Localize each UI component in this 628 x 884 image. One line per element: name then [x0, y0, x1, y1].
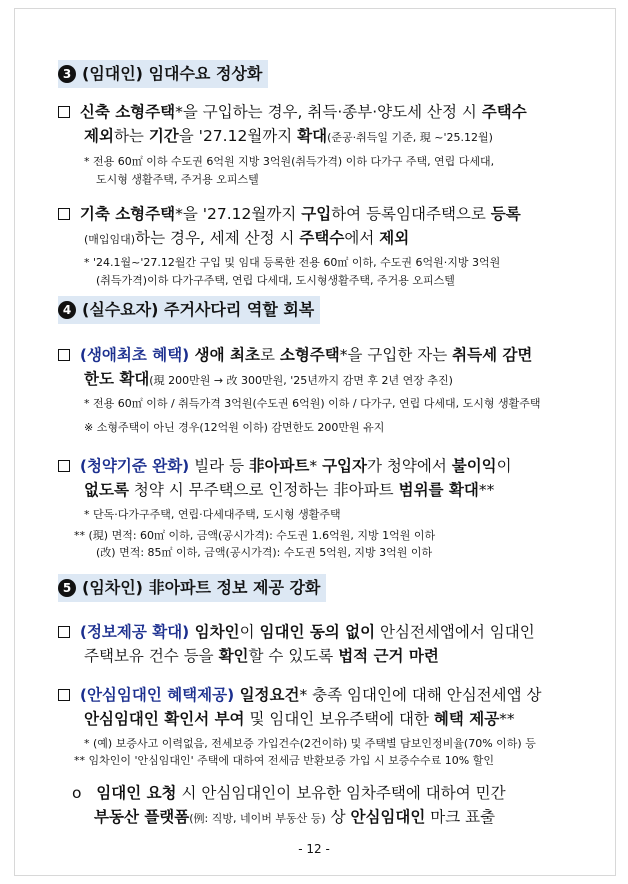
text-run: (例: 직방, 네이버 부동산 등) [189, 812, 326, 825]
bullet-line [58, 202, 521, 224]
text-run: 안심임대인 [350, 808, 426, 826]
text-run: 및 임대인 보유주택에 대한 [244, 710, 434, 728]
section-header-3 [58, 60, 268, 88]
bullet-line [58, 454, 512, 476]
round-bullet: o [72, 784, 82, 802]
bullet-line [84, 124, 493, 146]
text-run: * 충족 임대인에 대해 안심전세앱 상 [299, 686, 542, 704]
bullet-line [58, 100, 527, 122]
text-run: 임차인 [189, 623, 240, 641]
text-run: 안심전세앱에서 임대인 [375, 623, 535, 641]
text-run: 시 안심임대인이 보유한 임차주택에 대하여 민간 [176, 784, 506, 802]
text-run: ** [478, 481, 495, 499]
text-run: 부동산 플랫폼 [94, 808, 190, 826]
bullet-line [84, 478, 494, 500]
text-run: 할 수 있도록 [248, 647, 339, 665]
text-run: 주택보유 건수 등을 [84, 647, 219, 665]
footnote: (改) 면적: 85㎡ 이하, 금액(공시가격): 수도권 5억원, 지방 3억원 이하 [96, 546, 433, 559]
text-run: 하여 등록임대주택으로 [331, 205, 491, 223]
text-run: 제외 [84, 127, 114, 145]
text-run: 생애 최초 [189, 346, 260, 364]
footnote: ** (現) 면적: 60㎡ 이하, 금액(공시가격): 수도권 1.6억원, 지방 1억원 이하 [74, 529, 436, 542]
footnote: * 전용 60㎡ 이하 / 취득가격 3억원(수도권 6억원) 이하 / 다가구, 연립 다세대, 도시형 생활주택 [84, 397, 541, 410]
text-run: 하는 경우, 세제 산정 시 [135, 229, 300, 247]
checkbox-square-icon [58, 106, 70, 118]
text-run: 소형주택 [279, 346, 340, 364]
text-run: *을 구입한 자는 [339, 346, 453, 364]
bullet-line [84, 707, 515, 729]
text-run: 을 '27.12월까지 [178, 127, 298, 145]
text-run: 상 [325, 808, 351, 826]
text-run: 확대 [297, 127, 328, 145]
text-run: 구입 [301, 205, 332, 223]
text-run: (매입임대) [84, 233, 136, 246]
text-run: 임대인 요청 [96, 784, 177, 802]
text-run: 기축 소형주택 [79, 205, 176, 223]
text-run: ** [499, 710, 515, 728]
text-run: 확인 [218, 647, 249, 665]
text-run: 한도 확대 [84, 370, 150, 388]
bullet-line [94, 805, 495, 827]
text-run: 非아파트 [248, 457, 310, 475]
bullet-line [84, 367, 453, 389]
text-run: 청약 시 무주택으로 인정하는 非아파트 [128, 481, 399, 499]
text-run: 임대인 동의 없이 [259, 623, 376, 641]
text-run: 이 [239, 623, 260, 641]
text-run: * [309, 457, 323, 475]
bullet-line [58, 620, 535, 642]
text-run: 범위를 확대 [398, 481, 479, 499]
footnote: ** 임차인이 '안심임대인' 주택에 대하여 전세금 반환보증 가입 시 보증수수료 10% 할인 [74, 754, 494, 767]
circled-number: 5 [58, 579, 76, 597]
text-run: 에서 [344, 229, 380, 247]
footnote: * 전용 60㎡ 이하 수도권 6억원 지방 3억원(취득가격) 이하 다가구 주택, 연립 다세대, [84, 155, 495, 168]
bullet-line [72, 781, 506, 803]
checkbox-square-icon [58, 208, 70, 220]
text-run: 신축 소형주택 [79, 103, 176, 121]
text-run: (준공·취득일 기준, 現 ~'25.12월) [327, 131, 493, 144]
text-run: 주택수 [481, 103, 527, 121]
checkbox-square-icon [58, 460, 70, 472]
bullet-line [84, 644, 439, 666]
text-run: 제외 [379, 229, 410, 247]
footnote: ※ 소형주택이 아닌 경우(12억원 이하) 감면한도 200만원 유지 [84, 421, 385, 434]
text-run: 법적 근거 마련 [338, 647, 439, 665]
bullet-line [84, 226, 409, 248]
bullet-line [58, 683, 542, 705]
text-run: (안심임대인 혜택제공) [79, 686, 235, 704]
text-run: 불이익 [451, 457, 497, 475]
text-run: 등록 [490, 205, 521, 223]
text-run: 마크 표출 [425, 808, 496, 826]
footnote: * '24.1월~'27.12월간 구입 및 임대 등록한 전용 60㎡ 이하, 수도권 6억원·지방 3억원 [84, 256, 501, 269]
text-run: 로 [259, 346, 280, 364]
text-run: 안심임대인 확인서 부여 [84, 710, 245, 728]
text-run: (現 200만원 → 改 300만원, '25년까지 감면 후 2년 연장 추진) [149, 374, 453, 387]
circled-number: 3 [58, 65, 76, 83]
footnote: * (예) 보증사고 이력없음, 전세보증 가입건수(2건이하) 및 주택별 담보인정비율(70% 이하) 등 [84, 737, 536, 750]
text-run: *을 '27.12월까지 [175, 205, 302, 223]
text-run: 혜택 제공 [433, 710, 500, 728]
section-title: (임대인) 임대수요 정상화 [82, 64, 263, 83]
text-run: 이 [496, 457, 512, 475]
section-header-5 [58, 574, 326, 602]
text-run: 취득세 감면 [452, 346, 533, 364]
text-run: 하는 [113, 127, 149, 145]
section-header-4 [58, 296, 320, 324]
footnote: 도시형 생활주택, 주거용 오피스텔 [96, 173, 259, 186]
checkbox-square-icon [58, 626, 70, 638]
text-run: 일정요건 [234, 686, 300, 704]
section-title: (임차인) 非아파트 정보 제공 강화 [82, 578, 321, 597]
circled-number: 4 [58, 301, 76, 319]
footnote: * 단독·다가구주택, 연립·다세대주택, 도시형 생활주택 [84, 508, 341, 521]
section-title: (실수요자) 주거사다리 역할 회복 [82, 300, 315, 319]
text-run: (정보제공 확대) [79, 623, 190, 641]
text-run: (청약기준 완화) [79, 457, 190, 475]
text-run: 가 청약에서 [367, 457, 452, 475]
text-run: 기간 [148, 127, 179, 145]
bullet-line [58, 343, 532, 365]
checkbox-square-icon [58, 349, 70, 361]
text-run: *을 구입하는 경우, 취득·종부·양도세 산정 시 [175, 103, 482, 121]
text-run: 주택수 [299, 229, 345, 247]
text-run: 빌라 등 [189, 457, 249, 475]
checkbox-square-icon [58, 689, 70, 701]
page-number: - 12 - [298, 842, 330, 856]
text-run: (생애최초 혜택) [79, 346, 190, 364]
text-run: 구입자 [322, 457, 367, 475]
text-run: 없도록 [84, 481, 129, 499]
footnote: (취득가격)이하 다가구주택, 연립 다세대, 도시형생활주택, 주거용 오피스텔 [96, 274, 455, 287]
